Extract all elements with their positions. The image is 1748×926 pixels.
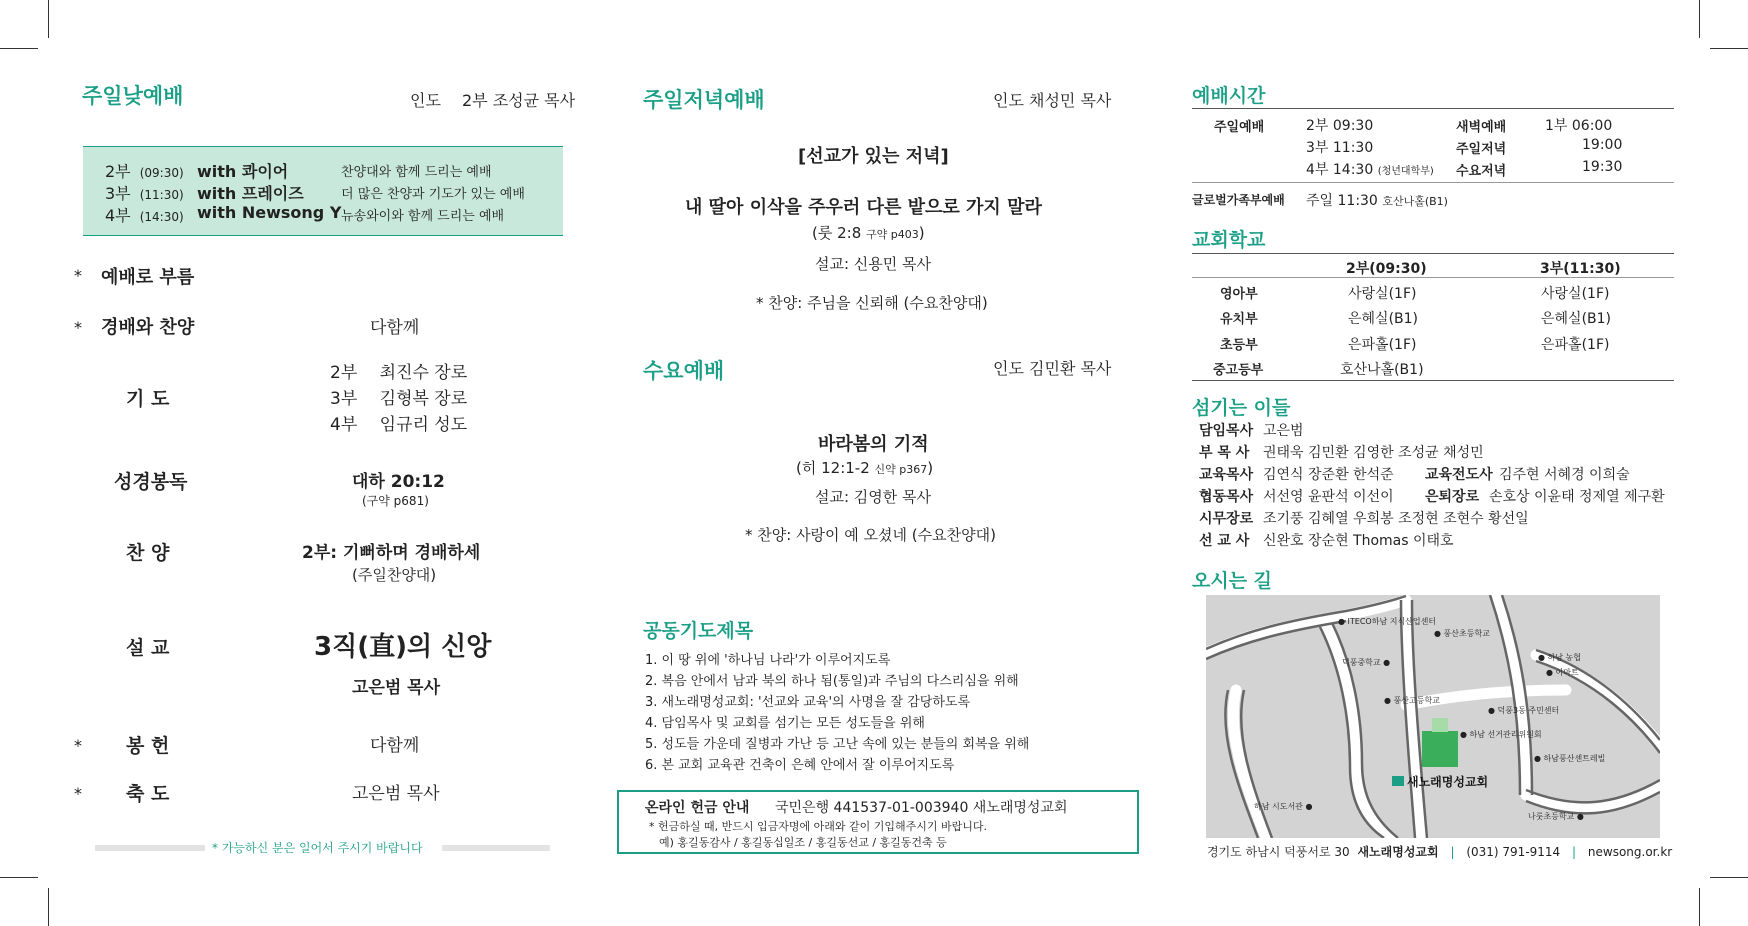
divider xyxy=(1192,108,1674,109)
evening-leader: 인도 채성민 목사 xyxy=(993,91,1112,110)
global-place: 호산나홀(B1) xyxy=(1382,195,1448,208)
school-room: 은파홀(1F) xyxy=(1348,337,1417,353)
staff-row: 시무장로 조기풍 김혜열 우희봉 조정현 조현수 황선일 xyxy=(1199,511,1529,527)
sunday-label: 주일예배 xyxy=(1214,120,1265,135)
prayer-item: 2. 복음 안에서 남과 북의 하나 됨(통일)과 주님의 다스리심을 위해 xyxy=(645,674,1019,689)
service-row xyxy=(105,203,184,226)
school-room: 사랑실(1F) xyxy=(1348,286,1417,302)
church-marker-icon xyxy=(1422,731,1458,767)
map-church-label: 새노래명성교회 xyxy=(1392,773,1488,790)
wed-service-title: 수요예배 xyxy=(643,359,725,383)
ref-text: (히 12:1-2 xyxy=(796,459,870,477)
standing-note: * 가능하신 분은 일어서 주시기 바랍니다 xyxy=(212,841,423,855)
wed-ref xyxy=(796,457,933,478)
staff-title: 섬기는 이들 xyxy=(1192,397,1291,419)
evening-hymn: * 찬양: 주님을 신뢰해 (수요찬양대) xyxy=(756,294,988,312)
hymn-title: 2부: 기뻐하며 경배하세 xyxy=(302,543,481,563)
staff-row: 협동목사 서선영 윤판석 이선이 은퇴장로 손호상 이윤태 정제열 제구환 xyxy=(1199,489,1665,505)
wed-sermon: 바라봄의 기적 xyxy=(818,434,929,455)
staff-row: 부 목 사 권태욱 김민환 김영한 조성균 채성민 xyxy=(1199,445,1484,461)
service-row xyxy=(105,181,184,204)
crop-mark xyxy=(0,48,38,49)
divider xyxy=(1192,253,1674,254)
other-time: 1부 06:00 xyxy=(1545,118,1613,134)
staff-row: 교육목사 김연식 장준환 한석준 교육전도사 김주현 서혜경 이희술 xyxy=(1199,467,1630,483)
other-time: 19:30 xyxy=(1582,159,1623,175)
prayer-leader: 3부 김형복 장로 xyxy=(330,389,468,409)
blessing-by: 고은범 목사 xyxy=(352,784,440,804)
ref-close: ) xyxy=(918,224,925,242)
order-reading: 성경봉독 xyxy=(114,471,188,493)
divider xyxy=(1192,380,1674,381)
footer-church: 새노래명성교회 xyxy=(1357,845,1439,859)
service-time: (11:30) xyxy=(139,188,184,202)
staff-list xyxy=(1199,420,1665,552)
star-mark: * xyxy=(74,318,82,337)
map-label: ● 풍산초등학교 xyxy=(1434,629,1490,638)
other-label: 수요저녁 xyxy=(1456,164,1507,179)
service-part: 2부 xyxy=(105,162,131,181)
evening-service-title: 주일저녁예배 xyxy=(643,88,765,112)
school-room: 은파홀(1F) xyxy=(1541,337,1610,353)
map-label: ● 덕풍3동 주민센터 xyxy=(1488,706,1560,715)
star-mark: * xyxy=(74,266,82,285)
order-praise-by: 다함께 xyxy=(370,318,420,338)
map-label: ● 하남풍산센트레빌 xyxy=(1534,754,1606,763)
note-bar xyxy=(95,845,205,851)
service-row xyxy=(105,159,184,182)
ref-page: 신약 p367 xyxy=(874,463,928,476)
online-offering-box xyxy=(617,790,1139,854)
map-label: 나룻초등학교 ● xyxy=(1528,812,1584,821)
footer-contact xyxy=(1207,843,1672,860)
evening-sermon: 내 딸아 이삭을 주우러 다른 밭으로 가지 말라 xyxy=(685,197,1042,218)
star-mark: * xyxy=(74,784,82,803)
prayer-item: 4. 담임목사 및 교회를 섬기는 모든 성도들을 위해 xyxy=(645,716,925,731)
service-name: with 콰이어 xyxy=(197,162,289,181)
school-dept: 영아부 xyxy=(1220,287,1258,302)
footer-phone: (031) 791-9114 xyxy=(1466,845,1561,859)
ref-close: ) xyxy=(927,459,934,477)
evening-subtitle: [선교가 있는 저녁] xyxy=(798,146,949,167)
service-part: 4부 xyxy=(105,206,131,225)
staff-row: 담임목사 고은범 xyxy=(1199,423,1304,439)
other-label: 새벽예배 xyxy=(1456,120,1507,135)
crop-mark xyxy=(48,888,49,926)
school-room: 은혜실(B1) xyxy=(1541,311,1612,327)
school-header: 3부(11:30) xyxy=(1540,261,1621,277)
evening-preacher: 설교: 신용민 목사 xyxy=(815,255,932,273)
sunday-time xyxy=(1306,159,1434,179)
reading-ref: 대하 20:12 xyxy=(352,472,445,492)
church-logo-icon xyxy=(1392,776,1404,786)
school-dept: 유치부 xyxy=(1220,312,1258,327)
service-part: 3부 xyxy=(105,184,131,203)
offering-title: 온라인 헌금 안내 xyxy=(645,800,750,816)
service-time: (09:30) xyxy=(139,166,184,180)
offering-account: 국민은행 441537-01-003940 새노래명성교회 xyxy=(775,800,1068,816)
divider xyxy=(1192,277,1674,278)
footer-sep: | xyxy=(1450,845,1455,859)
crop-mark xyxy=(1710,877,1748,878)
divider xyxy=(1192,182,1674,183)
map-label: ● ITECO하남 지식산업센터 xyxy=(1338,617,1437,626)
service-name: with 프레이즈 xyxy=(197,184,304,203)
hymn-by: (주일찬양대) xyxy=(352,566,437,584)
footer-address: 경기도 하남시 덕풍서로 30 xyxy=(1207,845,1350,859)
service-time: (14:30) xyxy=(139,210,184,224)
map-label: 덕풍중학교 ● xyxy=(1342,658,1391,667)
crop-mark xyxy=(1699,888,1700,926)
youth-note: (청년대학부) xyxy=(1377,166,1434,177)
map-label: ● 풍산고등학교 xyxy=(1384,696,1440,705)
directions-title: 오시는 길 xyxy=(1192,570,1273,592)
order-prayer: 기 도 xyxy=(126,388,170,410)
order-call: 예배로 부름 xyxy=(101,267,195,288)
prayer-topics-title: 공동기도제목 xyxy=(643,620,754,642)
prayer-topics-list xyxy=(645,650,1029,776)
map-label: ● 하남 농협 xyxy=(1538,653,1581,662)
offering-note: * 헌금하실 때, 반드시 입금자명에 아래와 같이 기입해주시기 바랍니다. xyxy=(649,820,987,833)
school-room: 사랑실(1F) xyxy=(1541,286,1610,302)
crop-mark xyxy=(1699,0,1700,38)
preacher: 고은범 목사 xyxy=(352,678,441,698)
prayer-leader: 4부 임규리 성도 xyxy=(330,415,468,435)
church-school-title: 교회학교 xyxy=(1192,229,1266,251)
service-desc: 뉴송와이와 함께 드리는 예배 xyxy=(341,209,505,224)
wed-preacher: 설교: 김영한 목사 xyxy=(815,488,932,506)
service-name: with Newsong Y xyxy=(197,203,342,222)
prayer-item: 5. 성도들 가운데 질병과 가난 등 고난 속에 있는 분들의 회복을 위해 xyxy=(645,737,1030,752)
global-time xyxy=(1306,190,1448,210)
sunday-leader: 인도 2부 조성균 목사 xyxy=(410,91,576,110)
offering-by: 다함께 xyxy=(370,736,420,756)
global-label: 글로벌가족부예배 xyxy=(1192,193,1285,207)
crop-mark xyxy=(1710,48,1748,49)
order-praise: 경배와 찬양 xyxy=(101,317,195,338)
wed-leader: 인도 김민환 목사 xyxy=(993,359,1112,378)
offering-example: 예) 홍길동감사 / 홍길동십일조 / 홍길동선교 / 홍길동건축 등 xyxy=(659,836,947,849)
ref-text: (룻 2:8 xyxy=(812,224,862,242)
school-dept: 중고등부 xyxy=(1213,363,1264,378)
order-blessing: 축 도 xyxy=(126,783,170,805)
prayer-leader: 2부 최진수 장로 xyxy=(330,363,468,383)
order-sermon: 설 교 xyxy=(126,637,170,659)
footer-website[interactable]: newsong.or.kr xyxy=(1587,845,1673,859)
school-room: 은혜실(B1) xyxy=(1348,311,1419,327)
service-times-title: 예배시간 xyxy=(1192,85,1266,107)
prayer-item: 3. 새노래명성교회: '선교와 교육'의 사명을 잘 감당하도록 xyxy=(645,695,971,710)
crop-mark xyxy=(48,0,49,38)
other-label: 주일저녁 xyxy=(1456,142,1507,157)
prayer-item: 1. 이 땅 위에 '하나님 나라'가 이루어지도록 xyxy=(645,653,891,668)
sunday-time: 2부 09:30 xyxy=(1306,118,1374,134)
wed-hymn: * 찬양: 사랑이 예 오셨네 (수요찬양대) xyxy=(745,526,996,544)
church-marker-roof xyxy=(1432,718,1448,732)
sermon-title: 3직(直)의 신앙 xyxy=(314,632,492,662)
order-hymn: 찬 양 xyxy=(126,542,170,564)
time-text: 주일 11:30 xyxy=(1306,193,1378,209)
map-label: ● 이마트 xyxy=(1546,668,1579,677)
location-map[interactable] xyxy=(1206,595,1660,838)
staff-row: 선 교 사 신완호 장순현 Thomas 이태호 xyxy=(1199,533,1454,549)
footer-sep: | xyxy=(1572,845,1577,859)
other-time: 19:00 xyxy=(1582,137,1623,153)
sunday-service-title: 주일낮예배 xyxy=(82,84,184,108)
school-dept: 초등부 xyxy=(1220,338,1258,353)
crop-mark xyxy=(0,877,38,878)
evening-ref xyxy=(812,222,925,243)
service-desc: 더 많은 찬양과 기도가 있는 예배 xyxy=(341,187,525,202)
order-offering: 봉 헌 xyxy=(126,735,170,757)
sunday-time: 3부 11:30 xyxy=(1306,140,1374,156)
school-header: 2부(09:30) xyxy=(1346,261,1427,277)
service-desc: 찬양대와 함께 드리는 예배 xyxy=(341,165,492,180)
prayer-item: 6. 본 교회 교육관 건축이 은혜 안에서 잘 이루어지도록 xyxy=(645,758,955,773)
reading-page: (구약 p681) xyxy=(362,494,429,508)
star-mark: * xyxy=(74,736,82,755)
map-label: 하남 시도서관 ● xyxy=(1254,802,1313,811)
service-schedule-box xyxy=(83,146,563,236)
ref-page: 구약 p403 xyxy=(866,228,919,241)
time-text: 4부 14:30 xyxy=(1306,162,1374,178)
note-bar xyxy=(442,845,550,851)
map-label: ● 하남 선거관리위원회 xyxy=(1460,730,1542,739)
school-room: 호산나홀(B1) xyxy=(1340,362,1424,378)
